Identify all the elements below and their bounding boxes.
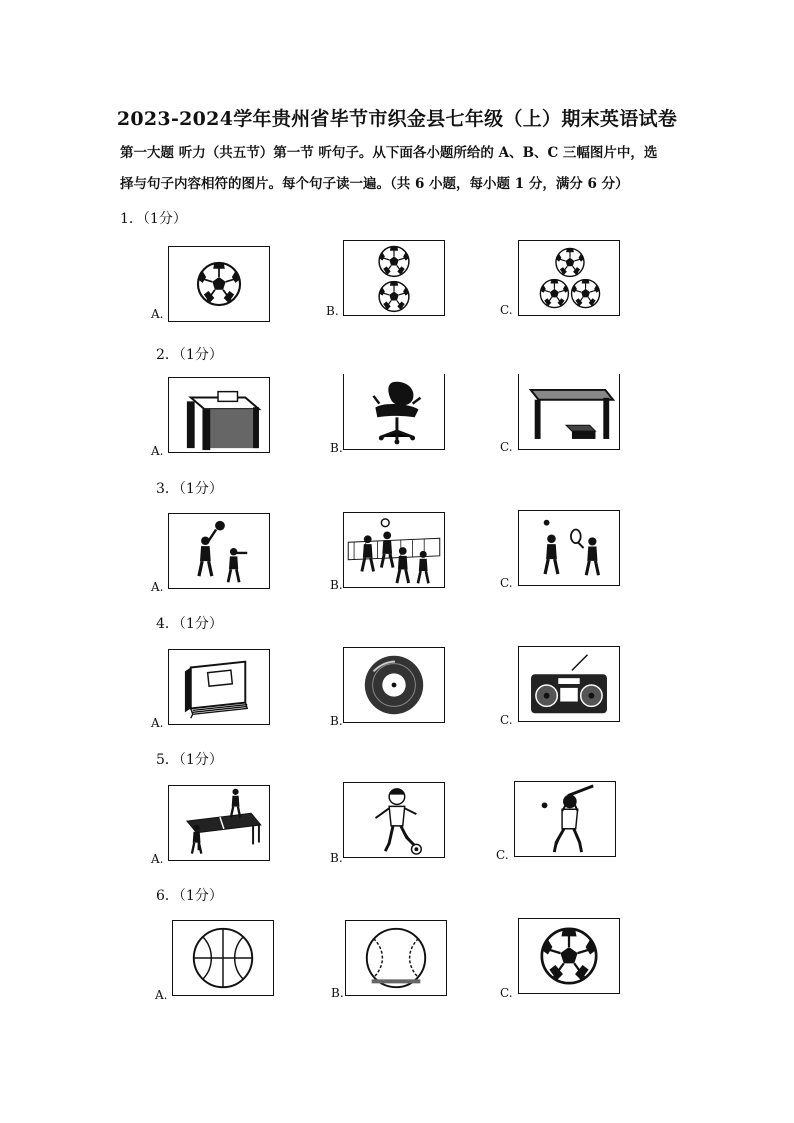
question-3-number: 3．（1分） <box>156 481 223 497</box>
question-4-number: 4．（1分） <box>156 616 223 632</box>
q4-option-b-label[interactable]: B. <box>330 714 343 728</box>
girl-playing-soccer-image[interactable] <box>343 782 445 858</box>
book-image[interactable] <box>168 649 270 725</box>
q2-option-b-label[interactable]: B. <box>330 441 343 455</box>
q5-option-b-label[interactable]: B. <box>330 851 343 865</box>
question-6-number: 6．（1分） <box>156 888 223 904</box>
cd-image[interactable] <box>343 647 445 723</box>
question-1-number: 1．（1分） <box>120 211 187 227</box>
q6-option-a-label[interactable]: A. <box>155 988 168 1002</box>
baseball-image[interactable] <box>345 920 447 996</box>
box-on-desk-image[interactable] <box>168 377 270 453</box>
two-soccer-balls-image[interactable] <box>343 240 445 316</box>
q6-option-b-label[interactable]: B. <box>331 986 344 1000</box>
q5-option-a-label[interactable]: A. <box>151 852 164 866</box>
q2-option-c-label[interactable]: C. <box>500 440 513 454</box>
q6-option-c-label[interactable]: C. <box>500 986 513 1000</box>
tennis-players-image[interactable] <box>518 510 620 586</box>
section-instructions-line1: 第一大题 听力（共五节）第一节 听句子。从下面各小题所给的 A、B、C 三幅图片中，选 <box>120 145 658 161</box>
q3-option-b-label[interactable]: B. <box>330 578 343 592</box>
soccer-ball-image[interactable] <box>518 918 620 994</box>
book-under-table-image[interactable] <box>518 374 620 450</box>
ping-pong-players-image[interactable] <box>168 785 270 861</box>
q1-option-a-label[interactable]: A. <box>151 307 164 321</box>
q3-option-a-label[interactable]: A. <box>151 580 164 594</box>
basketball-players-image[interactable] <box>168 513 270 589</box>
question-5-number: 5．（1分） <box>156 752 223 768</box>
q2-option-a-label[interactable]: A. <box>151 444 164 458</box>
question-2-number: 2．（1分） <box>156 347 223 363</box>
q1-option-b-label[interactable]: B. <box>326 304 339 318</box>
volleyball-players-image[interactable] <box>343 512 445 588</box>
radio-image[interactable] <box>518 646 620 722</box>
page-title: 2023-2024学年贵州省毕节市织金县七年级（上）期末英语试卷 <box>116 108 678 130</box>
three-soccer-balls-image[interactable] <box>518 240 620 316</box>
baseball-batter-image[interactable] <box>514 781 616 857</box>
q4-option-a-label[interactable]: A. <box>151 716 164 730</box>
q5-option-c-label[interactable]: C. <box>496 848 509 862</box>
q1-option-c-label[interactable]: C. <box>500 303 513 317</box>
q4-option-c-label[interactable]: C. <box>500 713 513 727</box>
basketball-image[interactable] <box>172 920 274 996</box>
swivel-chair-image[interactable] <box>343 374 445 450</box>
one-soccer-ball-image[interactable] <box>168 246 270 322</box>
section-instructions-line2: 择与句子内容相符的图片。每个句子读一遍。（共 6 小题，每小题 1 分，满分 6 分） <box>120 176 629 192</box>
q3-option-c-label[interactable]: C. <box>500 576 513 590</box>
